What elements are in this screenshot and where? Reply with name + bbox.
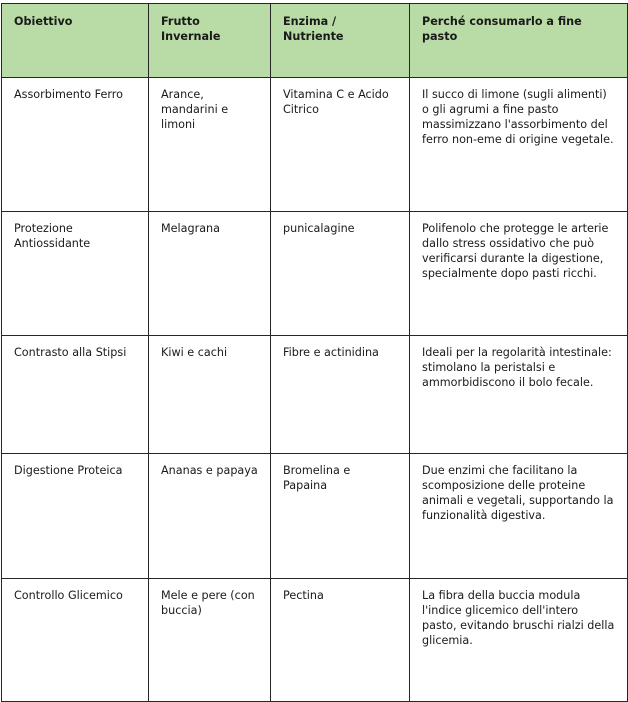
cell-obiettivo: Assorbimento Ferro <box>2 78 149 212</box>
nutrition-table <box>1 3 628 702</box>
cell-obiettivo: Protezione Antiossidante <box>2 212 149 336</box>
cell-motivo: Il succo di limone (sugli alimenti) o gli agrumi a fine pasto massimizzano l'assorbimento del ferro non-eme di origine vegetale. <box>410 78 628 212</box>
cell-frutto: Mele e pere (con buccia) <box>149 579 271 702</box>
cell-enzima: Pectina <box>271 579 410 702</box>
cell-obiettivo: Digestione Proteica <box>2 454 149 579</box>
cell-enzima: Fibre e actinidina <box>271 336 410 454</box>
cell-frutto: Arance, mandarini e limoni <box>149 78 271 212</box>
table-row <box>2 336 628 454</box>
header-enzima-nutriente: Enzima / Nutriente <box>271 4 410 78</box>
cell-obiettivo: Controllo Glicemico <box>2 579 149 702</box>
cell-obiettivo: Contrasto alla Stipsi <box>2 336 149 454</box>
cell-motivo: Polifenolo che protegge le arterie dallo stress ossidativo che può verificarsi durante la digestione, specialmente dopo pasti ricchi. <box>410 212 628 336</box>
cell-frutto: Ananas e papaya <box>149 454 271 579</box>
cell-frutto: Kiwi e cachi <box>149 336 271 454</box>
table-row <box>2 579 628 702</box>
header-obiettivo: Obiettivo <box>2 4 149 78</box>
cell-motivo: La fibra della buccia modula l'indice glicemico dell'intero pasto, evitando bruschi rialzi della glicemia. <box>410 579 628 702</box>
cell-enzima: Bromelina e Papaina <box>271 454 410 579</box>
table-row <box>2 212 628 336</box>
cell-motivo: Due enzimi che facilitano la scomposizione delle proteine animali e vegetali, supportando la funzionalità digestiva. <box>410 454 628 579</box>
header-perche-consumarlo: Perché consumarlo a fine pasto <box>410 4 628 78</box>
cell-frutto: Melagrana <box>149 212 271 336</box>
cell-motivo: Ideali per la regolarità intestinale: stimolano la peristalsi e ammorbidiscono il bolo fecale. <box>410 336 628 454</box>
cell-enzima: punicalagine <box>271 212 410 336</box>
table-row <box>2 454 628 579</box>
cell-enzima: Vitamina C e Acido Citrico <box>271 78 410 212</box>
header-frutto-invernale: Frutto Invernale <box>149 4 271 78</box>
table-row <box>2 78 628 212</box>
table-header-row <box>2 4 628 78</box>
